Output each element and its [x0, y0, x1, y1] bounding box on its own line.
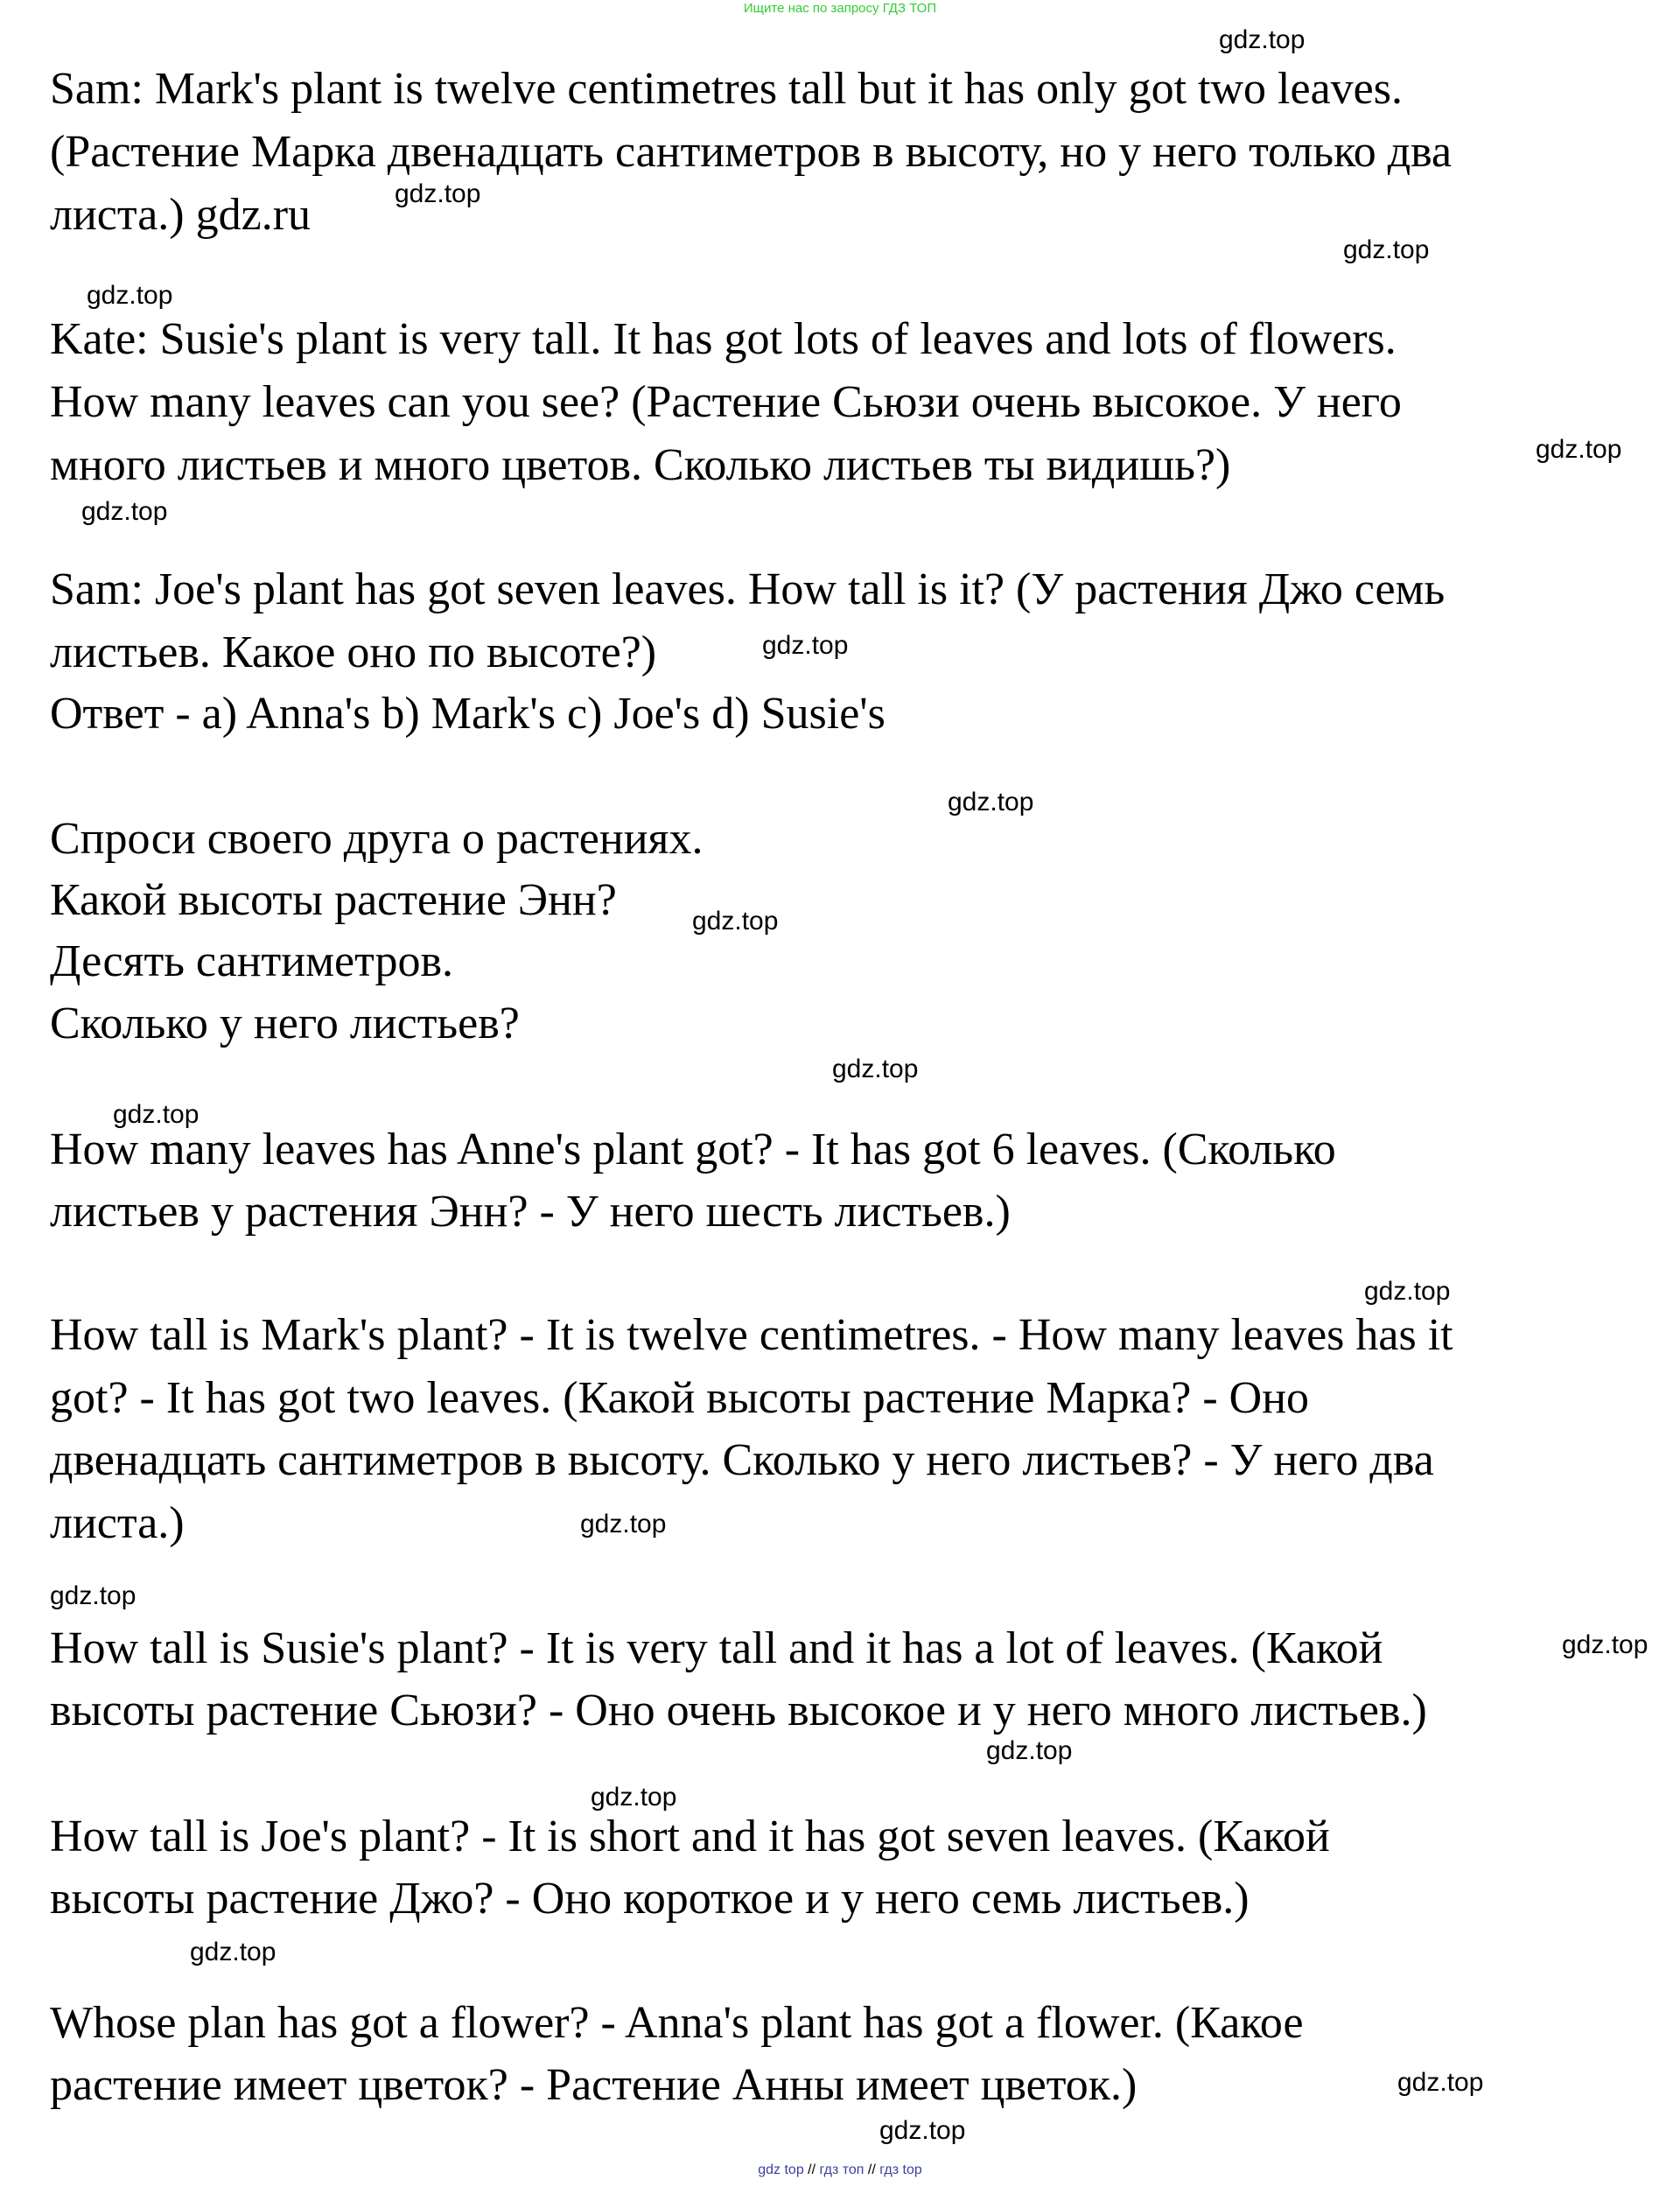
watermark: gdz.top [1562, 1630, 1648, 1659]
text-line: высоты растение Джо? - Оно короткое и у него семь листьев.) [50, 1874, 1250, 1924]
watermark: gdz.top [580, 1510, 667, 1539]
text-line: листа.) gdz.ru [50, 190, 312, 240]
text-line: растение имеет цветок? - Растение Анны имеет цветок.) [50, 2060, 1138, 2110]
watermark: gdz.top [986, 1736, 1073, 1765]
watermark: gdz.top [692, 907, 779, 936]
text-line: How many leaves has Anne's plant got? - It has got 6 leaves. (Сколько [50, 1125, 1336, 1174]
watermark: gdz.top [1219, 25, 1306, 54]
text-line: Sam: Mark's plant is twelve centimetres tall but it has only got two leaves. [50, 64, 1403, 114]
footer-link[interactable]: gdz top [758, 2162, 804, 2177]
footer-separator: // [867, 2162, 876, 2177]
text-line: Сколько у него листьев? [50, 999, 520, 1048]
answer-line: Ответ - a) Anna's b) Mark's c) Joe's d) Susie's [50, 689, 886, 739]
text-line: много листьев и много цветов. Сколько листьев ты видишь?) [50, 440, 1231, 490]
watermark: gdz.top [190, 1938, 276, 1966]
footer-links [0, 2162, 1680, 2179]
text-line: Какой высоты растение Энн? [50, 875, 617, 925]
top-banner: Ищите нас по запросу ГДЗ ТОП [743, 1, 937, 16]
text-line: листьев у растения Энн? - У него шесть листьев.) [50, 1187, 1011, 1237]
watermark: gdz.top [591, 1783, 677, 1812]
footer-separator: // [808, 2162, 816, 2177]
watermark: gdz.top [762, 631, 849, 660]
text-line: Whose plan has got a flower? - Anna's plant has got a flower. (Какое [50, 1998, 1304, 2048]
text-line: How tall is Susie's plant? - It is very tall and it has a lot of leaves. (Какой [50, 1623, 1383, 1673]
text-line: Kate: Susie's plant is very tall. It has got lots of leaves and lots of flowers. [50, 314, 1396, 364]
watermark: gdz.top [1536, 435, 1622, 464]
watermark: gdz.top [395, 179, 481, 208]
footer-link[interactable]: гдз топ [819, 2162, 864, 2177]
text-line: How tall is Joe's plant? - It is short and it has got seven leaves. (Какой [50, 1812, 1330, 1861]
watermark: gdz.top [50, 1581, 136, 1610]
text-line: двенадцать сантиметров в высоту. Сколько у него листьев? - У него два [50, 1435, 1434, 1485]
footer-link[interactable]: гдз top [879, 2162, 922, 2177]
text-line: got? - It has got two leaves. (Какой высоты растение Марка? - Оно [50, 1373, 1310, 1423]
text-line: высоты растение Сьюзи? - Оно очень высокое и у него много листьев.) [50, 1686, 1427, 1735]
text-line: How many leaves can you see? (Растение Сьюзи очень высокое. У него [50, 377, 1402, 427]
text-line: листьев. Какое оно по высоте?) [50, 627, 657, 677]
watermark: gdz.top [879, 2116, 966, 2145]
text-line: Sam: Joe's plant has got seven leaves. How tall is it? (У растения Джо семь [50, 564, 1446, 614]
watermark: gdz.top [1343, 235, 1430, 264]
watermark: gdz.top [87, 281, 173, 310]
text-line: How tall is Mark's plant? - It is twelve centimetres. - How many leaves has it [50, 1310, 1453, 1360]
watermark: gdz.top [81, 497, 168, 526]
text-line: (Растение Марка двенадцать сантиметров в высоту, но у него только два [50, 127, 1452, 177]
watermark: gdz.top [948, 788, 1034, 817]
watermark: gdz.top [1397, 2068, 1484, 2097]
watermark: gdz.top [113, 1100, 200, 1129]
watermark: gdz.top [1364, 1277, 1451, 1306]
text-line: Десять сантиметров. [50, 936, 453, 986]
text-line: Спроси своего друга о растениях. [50, 814, 704, 864]
watermark: gdz.top [832, 1055, 919, 1083]
text-line: листа.) [50, 1498, 185, 1548]
